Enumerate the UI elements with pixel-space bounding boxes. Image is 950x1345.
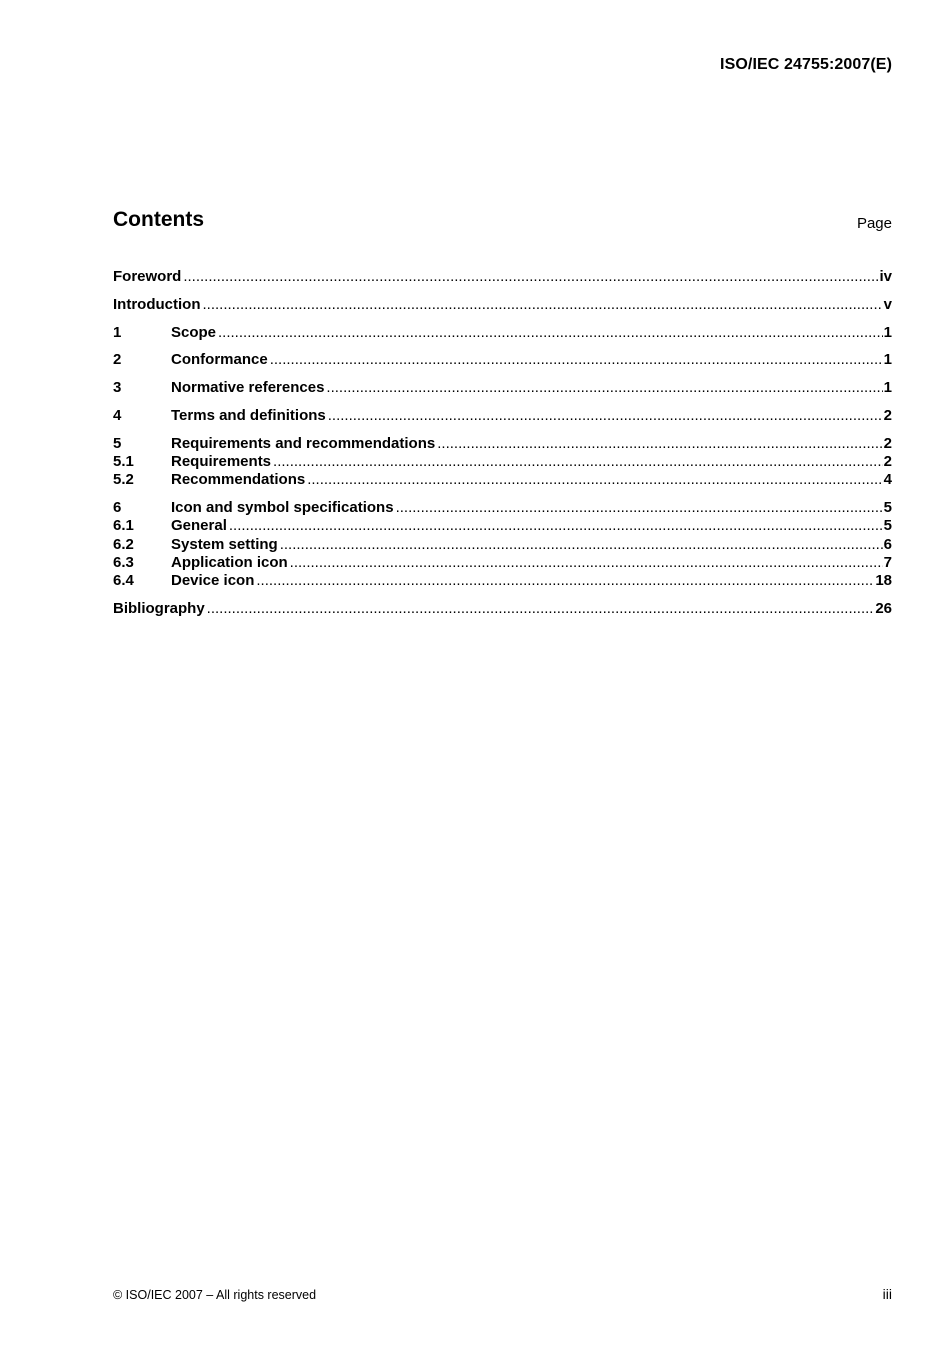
- toc-entry[interactable]: [113, 351, 892, 369]
- toc-entry-title: General: [171, 517, 227, 535]
- toc-entry-page: 5: [883, 499, 892, 517]
- toc-entry-title: System setting: [171, 535, 278, 553]
- toc-entry-page: 18: [875, 572, 892, 590]
- toc-entry-title: Recommendations: [171, 471, 306, 489]
- footer-page-number: iii: [882, 1286, 892, 1302]
- toc-entry-number: 6.1: [113, 517, 134, 535]
- toc-dot-leader: [396, 499, 883, 517]
- toc-entry-number: 3: [113, 379, 122, 397]
- toc-entry-page: 6: [883, 535, 892, 553]
- toc-entry[interactable]: [113, 554, 892, 572]
- document-id-header: ISO/IEC 24755:2007(E): [720, 56, 892, 73]
- toc-entry-number: 6: [113, 499, 122, 517]
- toc-entry-title: Terms and definitions: [171, 406, 326, 424]
- toc-entry[interactable]: [113, 517, 892, 535]
- toc-entry-title: Requirements: [171, 453, 272, 471]
- toc-entry[interactable]: [113, 296, 892, 314]
- toc-entry-number: 2: [113, 351, 122, 369]
- toc-entry-title: Conformance: [171, 351, 268, 369]
- toc-entry-page: 2: [883, 406, 892, 424]
- toc-entry-page: 2: [883, 434, 892, 452]
- toc-dot-leader: [218, 324, 883, 342]
- table-of-contents: [113, 268, 892, 618]
- toc-entry[interactable]: [113, 471, 892, 489]
- toc-dot-leader: [273, 453, 883, 471]
- toc-dot-leader: [229, 517, 883, 535]
- toc-entry[interactable]: [113, 268, 892, 286]
- toc-entry-title: Introduction: [113, 295, 201, 313]
- toc-entry[interactable]: [113, 453, 892, 471]
- toc-entry-page: 26: [875, 600, 892, 618]
- toc-dot-leader: [256, 572, 874, 590]
- contents-heading-row: [113, 208, 892, 238]
- toc-entry-page: 1: [883, 379, 892, 397]
- toc-entry-title: Foreword: [113, 268, 182, 285]
- toc-dot-leader: [307, 471, 882, 489]
- toc-entry[interactable]: [113, 600, 892, 618]
- toc-entry-title: Device icon: [171, 572, 255, 590]
- toc-dot-leader: [437, 435, 882, 453]
- toc-dot-leader: [328, 407, 883, 425]
- toc-entry-page: 5: [883, 517, 892, 535]
- toc-entry[interactable]: [113, 572, 892, 590]
- toc-entry-number: 5.1: [113, 453, 134, 471]
- toc-entry-title: Normative references: [171, 379, 325, 397]
- toc-entry-title: Bibliography: [113, 600, 205, 618]
- toc-entry[interactable]: [113, 536, 892, 554]
- toc-entry-title: Requirements and recommendations: [171, 434, 436, 452]
- toc-entry-page: 4: [883, 471, 892, 489]
- toc-entry-page: 7: [883, 554, 892, 572]
- toc-entry[interactable]: [113, 499, 892, 517]
- contents-title: Contents: [113, 208, 204, 231]
- toc-entry-page: 1: [883, 351, 892, 369]
- toc-dot-leader: [270, 351, 883, 369]
- toc-entry-number: 6.3: [113, 554, 134, 572]
- toc-entry-page: 2: [883, 453, 892, 471]
- toc-entry-page: 1: [883, 323, 892, 341]
- toc-dot-leader: [290, 554, 883, 572]
- toc-entry-number: 4: [113, 406, 122, 424]
- toc-dot-leader: [326, 379, 882, 397]
- toc-entry-number: 6.2: [113, 535, 134, 553]
- footer-copyright: © ISO/IEC 2007 – All rights reserved: [113, 1288, 317, 1302]
- toc-entry[interactable]: [113, 435, 892, 453]
- page-column-label: Page: [856, 215, 892, 232]
- toc-entry-title: Icon and symbol specifications: [171, 499, 394, 517]
- toc-entry-page: v: [883, 295, 892, 313]
- toc-entry-number: 6.4: [113, 572, 134, 590]
- toc-entry[interactable]: [113, 324, 892, 342]
- toc-entry-number: 5.2: [113, 471, 134, 489]
- toc-dot-leader: [183, 268, 878, 286]
- toc-dot-leader: [207, 600, 875, 618]
- toc-entry-title: Application icon: [171, 554, 288, 572]
- toc-entry-number: 5: [113, 434, 122, 452]
- toc-entry[interactable]: [113, 379, 892, 397]
- toc-dot-leader: [202, 296, 882, 314]
- toc-entry-page: iv: [879, 268, 892, 285]
- toc-entry-number: 1: [113, 323, 122, 341]
- toc-entry-title: Scope: [171, 323, 217, 341]
- toc-entry[interactable]: [113, 407, 892, 425]
- toc-dot-leader: [280, 536, 883, 554]
